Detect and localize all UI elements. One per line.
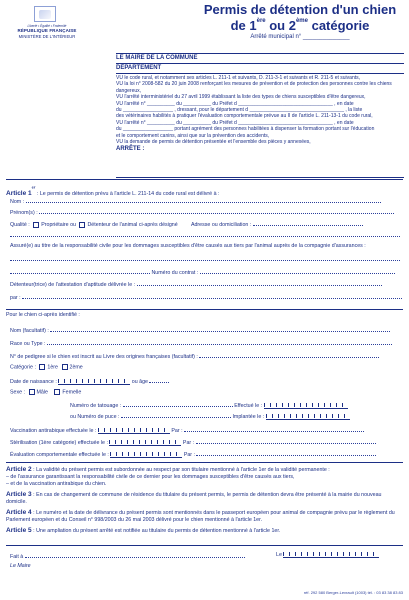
evaluation-field[interactable] [110, 452, 182, 458]
chien-intro: Pour le chien ci-après identifié : [6, 312, 80, 318]
title-part: catégorie [307, 18, 370, 33]
contrat-field[interactable] [200, 268, 395, 274]
prenoms-field[interactable] [39, 208, 394, 214]
proprietaire-label: Propriétaire ou [41, 222, 76, 228]
marianne-logo [6, 6, 88, 39]
race-field[interactable] [47, 339, 392, 345]
contrat-label: Numéro du contrat : [151, 270, 199, 276]
fait-a-label: Fait à [10, 554, 24, 560]
le-label: Le [276, 552, 282, 558]
proprietaire-checkbox[interactable] [33, 222, 39, 228]
article1-text: : Le permis de détention prévu à l'article L. 211-14 du code rural est délivré à : [35, 191, 220, 197]
adresse-label: Adresse ou domiciliation : [190, 222, 252, 228]
evaluation-par-field[interactable] [196, 450, 376, 456]
page-title-line2 [190, 18, 409, 33]
categorie-label: Catégorie : [10, 364, 36, 371]
puce-field[interactable] [121, 412, 231, 418]
vu-line: VU le code rural, et notamment ses articles L. 211-1 et suivants, D. 211-3-1 et suivants et R. 211-5 et suivants, [116, 75, 361, 81]
title-part: ou 2 [265, 18, 296, 33]
arrete-number: Arrêté municipal n° ______________ [250, 34, 350, 40]
race-label: Race ou Type : [10, 341, 46, 347]
age-label: ou âge [131, 379, 148, 385]
vu-line: du __________________ portant agrément des personnes habilitées à dispenser la formation portant sur l'éducation [116, 126, 375, 133]
article1-sup: er [31, 184, 36, 190]
pedigree-label: N° de pedigree si le chien est inscrit au Livre des origines françaises (facultatif) : [10, 354, 198, 360]
male-label: Mâle [36, 389, 48, 396]
pedigree-field[interactable] [199, 352, 379, 358]
sterilisation-par-field[interactable] [196, 438, 376, 444]
par-field[interactable] [22, 293, 402, 299]
naissance-label: Date de naissance : [10, 379, 57, 385]
sterilisation-par-label: Par : [182, 440, 195, 446]
maire-block [116, 53, 404, 178]
logo-motto: Liberté • Égalité • Fraternité [27, 24, 67, 28]
detenteur-checkbox[interactable] [79, 222, 85, 228]
assurance-field[interactable] [10, 255, 400, 261]
article5-label: Article 5 [6, 527, 32, 534]
title-sup: ère [256, 18, 266, 24]
article2-label: Article 2 [6, 466, 32, 473]
maire-label: LE MAIRE DE LA COMMUNE [116, 55, 198, 61]
puce-label: ou Numéro de puce : [70, 414, 120, 420]
cat1-label: 1ère [47, 364, 59, 371]
divider [116, 73, 404, 74]
adresse-field[interactable] [253, 220, 363, 226]
detenteur-label: Détenteur de l'animal ci-après désigné [87, 222, 178, 228]
page-title: Permis de détention d'un chien [203, 2, 397, 17]
articles-section [6, 462, 403, 545]
arrete-label: ARRÊTE : [116, 146, 145, 153]
title-sup: ème [295, 18, 308, 24]
vu-line: des vétérinaires habilités à pratiquer l'évaluation comportementale prévue au II de l'article L. 211-13-1 du code rural, [116, 113, 373, 120]
le-maire-label: Le Maire [10, 563, 31, 569]
article5-text: : Une ampliation du présent arrêté est notifiée au titulaire du permis de détention mentionné à l'article 1er. [31, 528, 281, 534]
sterilisation-label: Stérilisation (1ère catégorie) effectuée le : [10, 440, 108, 446]
par-label: par : [10, 295, 21, 301]
age-field[interactable] [149, 377, 169, 383]
vu-line: VU l'arrêté n° __________ du __________ du Préfet d __________________________________ , en date [116, 100, 354, 107]
vaccination-field[interactable] [98, 428, 170, 434]
femelle-label: Femelle [62, 389, 82, 396]
article1-section [6, 179, 403, 309]
tatouage-label: Numéro de tatouage : [70, 403, 122, 409]
article2-line1: – de l'assurance garantissant la responsabilité civile de ce dernier pour les dommages susceptibles d'être causés aux tiers, [6, 474, 295, 480]
femelle-checkbox[interactable] [54, 389, 60, 395]
article2-text: : La validité du présent permis est subordonnée au respect par son titulaire mentionné à l'article 1er de la validité permanente : [31, 467, 330, 473]
nom-field[interactable] [26, 197, 381, 203]
article3-label: Article 3 [6, 491, 32, 498]
nom-label: Nom : [10, 199, 25, 205]
sterilisation-field[interactable] [109, 440, 181, 446]
article4-label: Article 4 [6, 509, 32, 516]
logo-ministere: MINISTÈRE DE L'INTÉRIEUR [18, 34, 76, 39]
logo-republique: RÉPUBLIQUE FRANÇAISE [17, 28, 77, 33]
vu-line: du __________________ , dressant, pour le département d __________________________________ , la liste [116, 107, 363, 114]
cat2-checkbox[interactable] [62, 364, 68, 370]
evaluation-label: Évaluation comportementale effectuée le : [10, 452, 109, 458]
article1-label: Article 1 [6, 190, 32, 197]
vu-line: VU la demande de permis de détention présentée et l'ensemble des pièces y annexées, [116, 139, 311, 146]
chien-nom-field[interactable] [50, 326, 390, 332]
reference-footer: réf. 292 580 Berger-Levrault (1003) tél. : 03 83 38 83 83 [303, 590, 403, 595]
chien-nom-label: Nom (facultatif) : [10, 328, 49, 334]
prenoms-label: Prénom(s) : [10, 210, 38, 216]
vaccination-par-field[interactable] [184, 426, 364, 432]
vu-line: VU l'arrêté n° __________ du __________ du Préfet d __________________________________ , en date [116, 119, 354, 126]
signature-section [6, 545, 403, 581]
date-field[interactable] [283, 552, 379, 558]
vaccination-label: Vaccination antirabique effectuée le : [10, 428, 97, 434]
vu-line: VU la loi n° 2008-582 du 20 juin 2008 renforçant les mesures de prévention et de protection des personnes contre les chiens dangereux, [116, 81, 392, 94]
assurance-field-2[interactable] [10, 268, 150, 274]
vu-line: et le comportement canins, ainsi que sur la prévention des accidents, [116, 132, 270, 139]
chien-section [6, 309, 403, 462]
title-part: de 1 [230, 18, 257, 33]
article3-text: : En cas de changement de commune de résidence du titulaire du présent permis, le permis de détention devra être présenté à la mairie du nouveau domicile. [6, 492, 382, 505]
effectue-label: Effectué le : [234, 403, 263, 409]
cat2-label: 2ème [69, 364, 83, 371]
departement-label: DÉPARTEMENT [116, 65, 162, 71]
implantee-field[interactable] [266, 414, 350, 420]
male-checkbox[interactable] [29, 389, 35, 395]
adresse-field-2[interactable] [10, 231, 400, 237]
marianne-flag-icon [34, 6, 56, 22]
assure-label: Assuré(e) au titre de la responsabilité civile pour les dommages susceptibles d'être causés aux tiers par l'animal auprès de la compagnie d'assurances : [10, 243, 366, 249]
evaluation-par-label: Par : [183, 452, 195, 458]
attestation-field[interactable] [137, 280, 382, 286]
attestation-label: Détenteur(trice) de l'attestation d'aptitude délivrée le : [10, 282, 136, 288]
naissance-field[interactable] [58, 379, 130, 385]
article4-text: : Le numéro et la date de délivrance du présent permis sont mentionnés dans le passeport européen pour animal de compagnie prévu par le règlement du Parlement européen et du Conseil n° 998/2003 du 26 mai 2003 délivré pour le chien mentionné à l'article 1er. [6, 510, 395, 523]
implantee-label: Implantée le : [232, 414, 265, 420]
tatouage-field[interactable] [123, 401, 233, 407]
sexe-label: Sexe : [10, 389, 26, 396]
article2-line2: – et de la vaccination antirabique du chien. [6, 481, 107, 487]
effectue-field[interactable] [264, 403, 348, 409]
fait-a-field[interactable] [25, 552, 245, 558]
vaccination-par-label: Par : [171, 428, 183, 434]
cat1-checkbox[interactable] [39, 364, 45, 370]
vu-line: VU l'arrêté interministériel du 27 avril 1999 établissant la liste des types de chiens susceptibles d'être dangereux, [116, 94, 366, 101]
divider [116, 63, 404, 64]
qualite-label: Qualité : [10, 222, 30, 228]
